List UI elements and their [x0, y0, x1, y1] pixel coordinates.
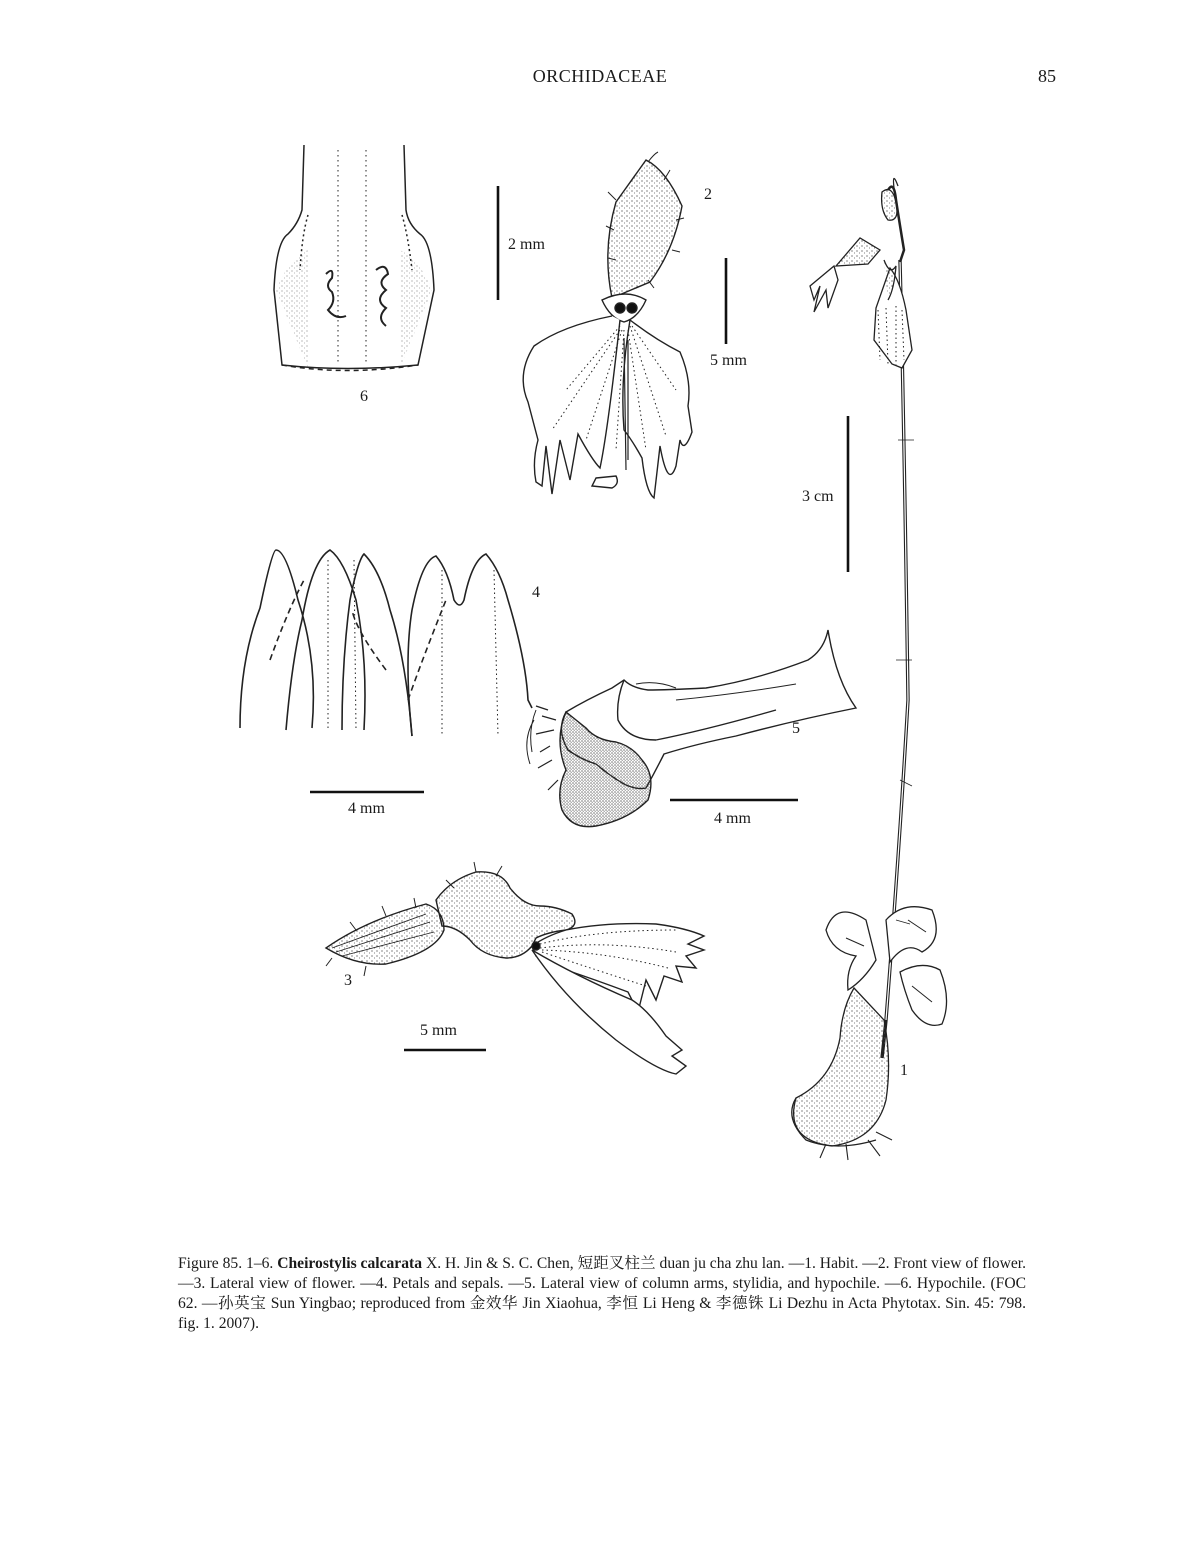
- scale-bar-label-5mm-a: 5 mm: [710, 352, 747, 369]
- scale-bar-label-4mm-a: 4 mm: [348, 800, 385, 817]
- panel-label-6: 6: [360, 388, 368, 405]
- figure-caption: [178, 1254, 1026, 1334]
- panel-label-4: 4: [532, 584, 540, 601]
- panel-6-hypochile-drawing: [274, 145, 434, 371]
- scale-bar-label-4mm-b: 4 mm: [714, 810, 751, 827]
- panel-2-flower-front-drawing: [523, 152, 692, 498]
- panel-3-flower-lateral-drawing: [326, 862, 704, 1074]
- scale-bar-label-3cm: 3 cm: [802, 488, 834, 505]
- running-header: [0, 66, 1200, 96]
- scale-bar-label-5mm-b: 5 mm: [420, 1022, 457, 1039]
- panel-4-petals-sepals-drawing: [240, 550, 532, 736]
- caption-species-name: Cheirostylis calcarata: [277, 1255, 423, 1272]
- panel-5-column-hypochile-drawing: [527, 630, 856, 827]
- running-head-title: ORCHIDACEAE: [532, 66, 668, 86]
- panel-label-3: 3: [344, 972, 352, 989]
- botanical-plate: [236, 140, 958, 1170]
- panel-label-1: 1: [900, 1062, 908, 1079]
- plate-drawing: [236, 140, 958, 1170]
- caption-body: X. H. Jin & S. C. Chen, 短距叉柱兰 duan ju cha zhu lan. —1. Habit. —2. Front view of flower. —3. Lateral view of flower. —4. Petals and sepals. —5. Lateral view of column arms, stylidia, and hypochile. —6. Hypochile. (FOC 62. —孙英宝 Sun Yingbao; reproduced from 金效华 Jin Xiaohua, 李恒 Li Heng & 李德铢 Li Dezhu in Acta Phytotax. Sin. 45: 798. fig. 1. 2007).: [178, 1255, 1026, 1332]
- caption-prefix: Figure 85. 1–6.: [178, 1255, 278, 1272]
- panel-label-5: 5: [792, 720, 800, 737]
- page-number: 85: [1038, 66, 1056, 86]
- scale-bar-label-2mm: 2 mm: [508, 236, 545, 253]
- panel-label-2: 2: [704, 186, 712, 203]
